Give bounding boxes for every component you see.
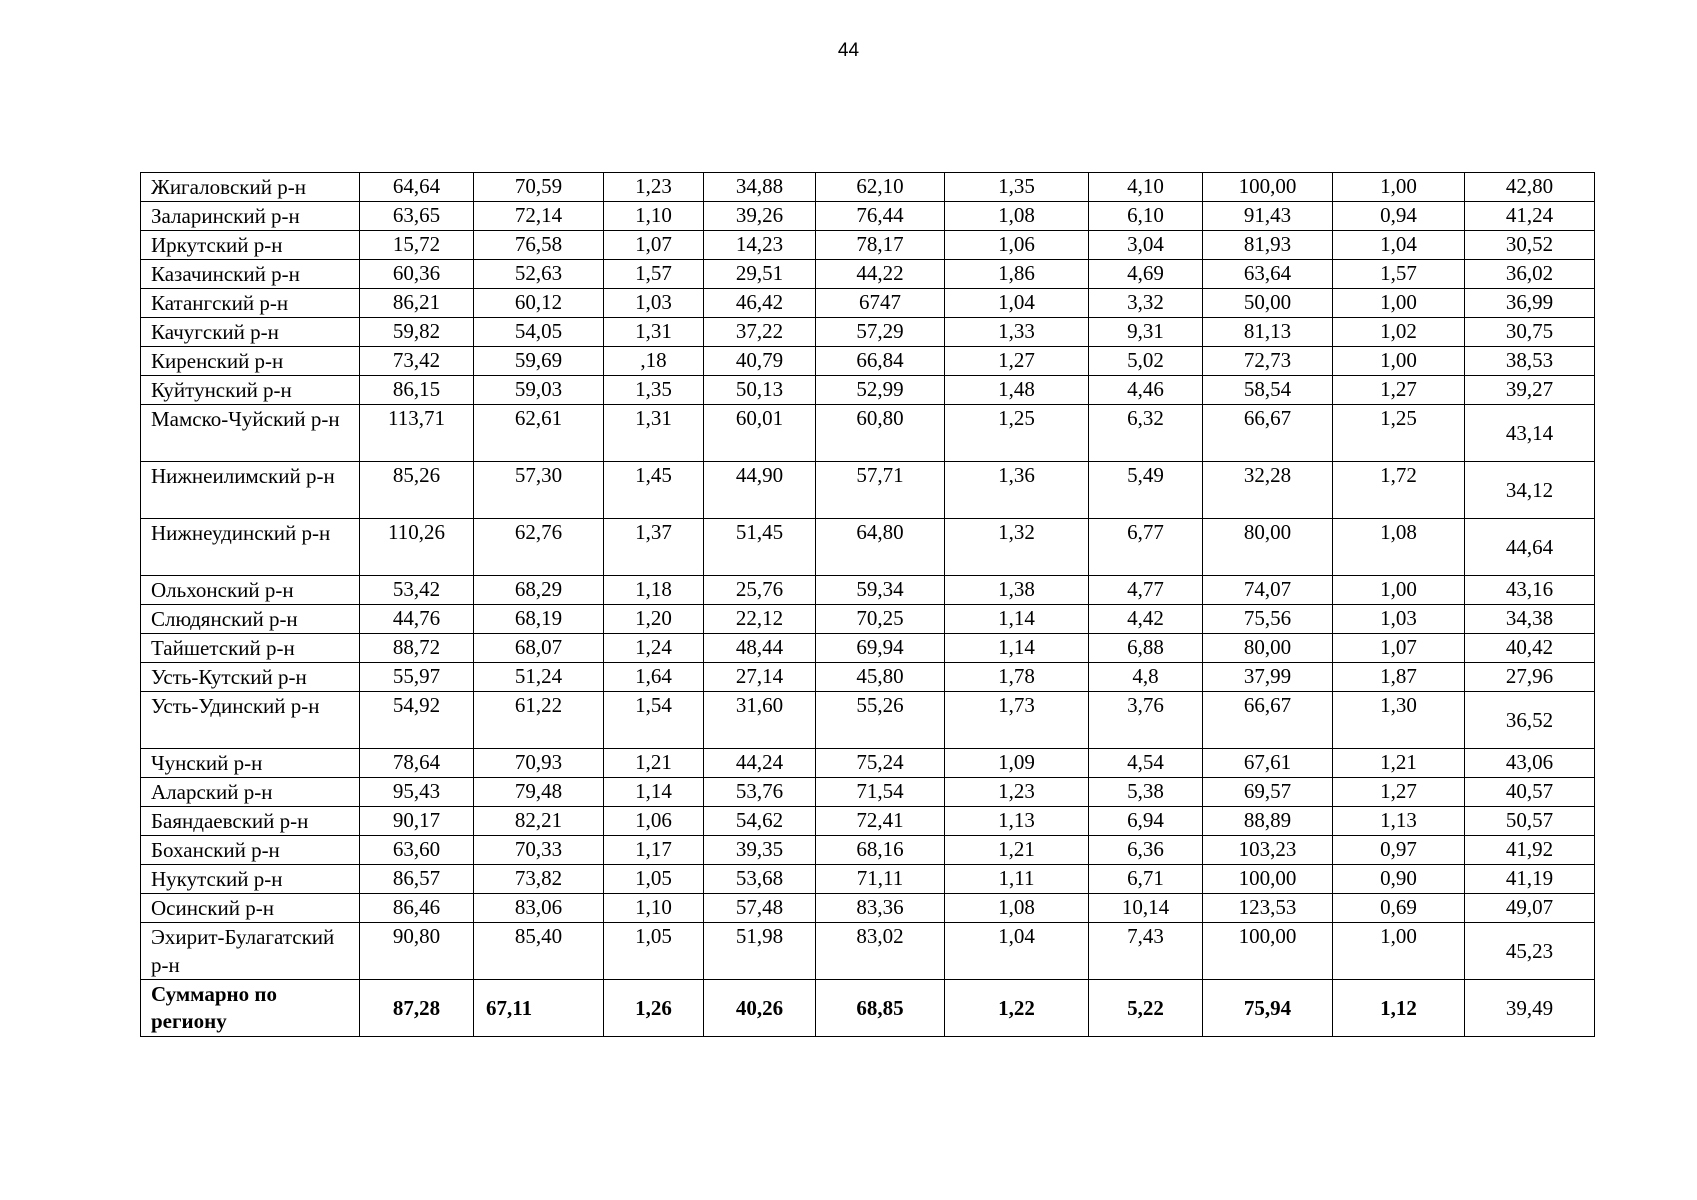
value-cell: 67,61 — [1203, 749, 1333, 778]
value-cell: 39,26 — [704, 202, 816, 231]
table-row — [141, 634, 1595, 663]
value-cell: 64,64 — [360, 173, 474, 202]
value-cell: 71,11 — [816, 865, 945, 894]
value-cell: 37,22 — [704, 318, 816, 347]
district-name-cell: Мамско-Чуйский р-н — [141, 405, 360, 462]
value-cell: 68,29 — [474, 576, 604, 605]
table-row — [141, 865, 1595, 894]
value-cell: 4,46 — [1089, 376, 1203, 405]
table-row — [141, 692, 1595, 749]
value-cell: 1,05 — [604, 865, 704, 894]
value-cell: 54,05 — [474, 318, 604, 347]
value-cell: 57,29 — [816, 318, 945, 347]
district-name-cell: Усть-Удинский р-н — [141, 692, 360, 749]
value-cell: 63,60 — [360, 836, 474, 865]
value-cell: 3,76 — [1089, 692, 1203, 749]
value-cell: 88,89 — [1203, 807, 1333, 836]
value-cell: 52,63 — [474, 260, 604, 289]
value-cell: 85,40 — [474, 923, 604, 980]
value-cell: 1,23 — [604, 173, 704, 202]
value-cell: 64,80 — [816, 519, 945, 576]
value-cell: 90,80 — [360, 923, 474, 980]
value-cell: 1,13 — [1333, 807, 1465, 836]
value-cell: 0,94 — [1333, 202, 1465, 231]
value-cell: 27,96 — [1465, 663, 1595, 692]
value-cell: 86,46 — [360, 894, 474, 923]
value-cell: 68,16 — [816, 836, 945, 865]
district-name-cell: Слюдянский р-н — [141, 605, 360, 634]
value-cell: 46,42 — [704, 289, 816, 318]
value-cell: 1,08 — [945, 202, 1089, 231]
value-cell: 4,77 — [1089, 576, 1203, 605]
value-cell: 60,12 — [474, 289, 604, 318]
value-cell: 52,99 — [816, 376, 945, 405]
value-cell: 81,13 — [1203, 318, 1333, 347]
value-cell: 5,38 — [1089, 778, 1203, 807]
value-cell: 59,82 — [360, 318, 474, 347]
district-name-cell: Осинский р-н — [141, 894, 360, 923]
value-cell: 1,37 — [604, 519, 704, 576]
value-cell: 1,36 — [945, 462, 1089, 519]
value-cell: 62,61 — [474, 405, 604, 462]
value-cell: 75,24 — [816, 749, 945, 778]
value-cell: 1,13 — [945, 807, 1089, 836]
value-cell: 38,53 — [1465, 347, 1595, 376]
value-cell: 57,30 — [474, 462, 604, 519]
value-cell: 43,06 — [1465, 749, 1595, 778]
value-cell: 39,35 — [704, 836, 816, 865]
value-cell: 1,04 — [1333, 231, 1465, 260]
district-name-cell: Киренский р-н — [141, 347, 360, 376]
table-row — [141, 605, 1595, 634]
value-cell: 30,52 — [1465, 231, 1595, 260]
value-cell: 1,23 — [945, 778, 1089, 807]
value-cell: 70,33 — [474, 836, 604, 865]
total-value-cell: 68,85 — [816, 980, 945, 1037]
value-cell: 1,78 — [945, 663, 1089, 692]
value-cell: 1,14 — [945, 634, 1089, 663]
value-cell: 1,57 — [1333, 260, 1465, 289]
table-row — [141, 405, 1595, 462]
total-value-cell: 1,26 — [604, 980, 704, 1037]
value-cell: 90,17 — [360, 807, 474, 836]
value-cell: 59,03 — [474, 376, 604, 405]
total-value-cell: 87,28 — [360, 980, 474, 1037]
value-cell: 1,38 — [945, 576, 1089, 605]
table-row — [141, 663, 1595, 692]
table-row — [141, 347, 1595, 376]
value-cell: 79,48 — [474, 778, 604, 807]
value-cell: 1,00 — [1333, 289, 1465, 318]
value-cell: 68,07 — [474, 634, 604, 663]
table-row — [141, 231, 1595, 260]
district-name-cell: Качугский р-н — [141, 318, 360, 347]
value-cell: 58,54 — [1203, 376, 1333, 405]
value-cell: 80,00 — [1203, 519, 1333, 576]
value-cell: 6,88 — [1089, 634, 1203, 663]
value-cell: 1,09 — [945, 749, 1089, 778]
value-cell: 1,25 — [945, 405, 1089, 462]
value-cell: 36,99 — [1465, 289, 1595, 318]
value-cell: 43,14 — [1465, 405, 1595, 462]
value-cell: 34,38 — [1465, 605, 1595, 634]
district-name-cell: Нижнеилимский р-н — [141, 462, 360, 519]
value-cell: 1,27 — [1333, 778, 1465, 807]
district-name-cell: Казачинский р-н — [141, 260, 360, 289]
value-cell: 85,26 — [360, 462, 474, 519]
district-name-cell: Куйтунский р-н — [141, 376, 360, 405]
value-cell: 14,23 — [704, 231, 816, 260]
value-cell: 40,42 — [1465, 634, 1595, 663]
value-cell: 40,79 — [704, 347, 816, 376]
value-cell: 1,08 — [945, 894, 1089, 923]
district-name-cell: Заларинский р-н — [141, 202, 360, 231]
district-name-cell: Катангский р-н — [141, 289, 360, 318]
value-cell: 86,57 — [360, 865, 474, 894]
district-name-cell: Боханский р-н — [141, 836, 360, 865]
value-cell: 76,58 — [474, 231, 604, 260]
value-cell: 103,23 — [1203, 836, 1333, 865]
value-cell: 59,69 — [474, 347, 604, 376]
value-cell: 100,00 — [1203, 173, 1333, 202]
value-cell: 1,07 — [604, 231, 704, 260]
value-cell: 41,19 — [1465, 865, 1595, 894]
value-cell: 6,32 — [1089, 405, 1203, 462]
value-cell: 60,36 — [360, 260, 474, 289]
value-cell: 1,04 — [945, 923, 1089, 980]
value-cell: 1,14 — [945, 605, 1089, 634]
value-cell: 32,28 — [1203, 462, 1333, 519]
value-cell: 1,10 — [604, 202, 704, 231]
value-cell: 53,76 — [704, 778, 816, 807]
total-row — [141, 980, 1595, 1037]
value-cell: 1,14 — [604, 778, 704, 807]
value-cell: 66,84 — [816, 347, 945, 376]
value-cell: 1,30 — [1333, 692, 1465, 749]
value-cell: 1,06 — [945, 231, 1089, 260]
total-label-cell: Суммарно по региону — [141, 980, 360, 1037]
value-cell: 29,51 — [704, 260, 816, 289]
table-row — [141, 778, 1595, 807]
value-cell: 55,97 — [360, 663, 474, 692]
value-cell: 34,88 — [704, 173, 816, 202]
table-row — [141, 462, 1595, 519]
district-name-cell: Иркутский р-н — [141, 231, 360, 260]
value-cell: 36,52 — [1465, 692, 1595, 749]
district-name-cell: Ольхонский р-н — [141, 576, 360, 605]
value-cell: 6,10 — [1089, 202, 1203, 231]
value-cell: 1,86 — [945, 260, 1089, 289]
district-name-cell: Усть-Кутский р-н — [141, 663, 360, 692]
table-row — [141, 749, 1595, 778]
value-cell: 70,25 — [816, 605, 945, 634]
value-cell: 1,21 — [1333, 749, 1465, 778]
value-cell: 78,64 — [360, 749, 474, 778]
value-cell: 70,59 — [474, 173, 604, 202]
value-cell: 73,42 — [360, 347, 474, 376]
value-cell: 1,00 — [1333, 347, 1465, 376]
value-cell: 82,21 — [474, 807, 604, 836]
value-cell: 70,93 — [474, 749, 604, 778]
value-cell: 51,98 — [704, 923, 816, 980]
value-cell: 25,76 — [704, 576, 816, 605]
value-cell: 4,10 — [1089, 173, 1203, 202]
value-cell: 43,16 — [1465, 576, 1595, 605]
value-cell: 110,26 — [360, 519, 474, 576]
value-cell: 1,11 — [945, 865, 1089, 894]
value-cell: 42,80 — [1465, 173, 1595, 202]
value-cell: 1,03 — [1333, 605, 1465, 634]
total-value-cell: 1,22 — [945, 980, 1089, 1037]
value-cell: 72,14 — [474, 202, 604, 231]
value-cell: 66,67 — [1203, 405, 1333, 462]
district-name-cell: Жигаловский р-н — [141, 173, 360, 202]
value-cell: 54,92 — [360, 692, 474, 749]
value-cell: 51,45 — [704, 519, 816, 576]
value-cell: 91,43 — [1203, 202, 1333, 231]
value-cell: 1,31 — [604, 318, 704, 347]
value-cell: 34,12 — [1465, 462, 1595, 519]
total-value-cell: 75,94 — [1203, 980, 1333, 1037]
value-cell: 1,27 — [945, 347, 1089, 376]
value-cell: 44,76 — [360, 605, 474, 634]
value-cell: 66,67 — [1203, 692, 1333, 749]
value-cell: 0,69 — [1333, 894, 1465, 923]
value-cell: 5,02 — [1089, 347, 1203, 376]
table-row — [141, 260, 1595, 289]
value-cell: 1,87 — [1333, 663, 1465, 692]
value-cell: 1,31 — [604, 405, 704, 462]
value-cell: 0,90 — [1333, 865, 1465, 894]
total-value-cell: 1,12 — [1333, 980, 1465, 1037]
value-cell: 68,19 — [474, 605, 604, 634]
value-cell: 100,00 — [1203, 865, 1333, 894]
value-cell: 88,72 — [360, 634, 474, 663]
value-cell: 1,25 — [1333, 405, 1465, 462]
value-cell: 37,99 — [1203, 663, 1333, 692]
value-cell: 72,73 — [1203, 347, 1333, 376]
value-cell: 1,48 — [945, 376, 1089, 405]
value-cell: 1,10 — [604, 894, 704, 923]
value-cell: 1,27 — [1333, 376, 1465, 405]
value-cell: 50,57 — [1465, 807, 1595, 836]
value-cell: 72,41 — [816, 807, 945, 836]
value-cell: 44,22 — [816, 260, 945, 289]
value-cell: 6,71 — [1089, 865, 1203, 894]
district-name-cell: Нукутский р-н — [141, 865, 360, 894]
district-name-cell: Эхирит-Булагатский р-н — [141, 923, 360, 980]
value-cell: 36,02 — [1465, 260, 1595, 289]
value-cell: 57,71 — [816, 462, 945, 519]
value-cell: 60,01 — [704, 405, 816, 462]
value-cell: 6747 — [816, 289, 945, 318]
table-row — [141, 836, 1595, 865]
value-cell: 45,80 — [816, 663, 945, 692]
value-cell: 62,76 — [474, 519, 604, 576]
value-cell: 4,42 — [1089, 605, 1203, 634]
table-body — [141, 173, 1595, 1037]
table-row — [141, 289, 1595, 318]
value-cell: 54,62 — [704, 807, 816, 836]
value-cell: 4,69 — [1089, 260, 1203, 289]
value-cell: 83,36 — [816, 894, 945, 923]
value-cell: 3,32 — [1089, 289, 1203, 318]
value-cell: 81,93 — [1203, 231, 1333, 260]
value-cell: 1,00 — [1333, 173, 1465, 202]
value-cell: 22,12 — [704, 605, 816, 634]
value-cell: ,18 — [604, 347, 704, 376]
value-cell: 60,80 — [816, 405, 945, 462]
table-row — [141, 202, 1595, 231]
table-row — [141, 318, 1595, 347]
value-cell: 31,60 — [704, 692, 816, 749]
value-cell: 49,07 — [1465, 894, 1595, 923]
value-cell: 44,64 — [1465, 519, 1595, 576]
value-cell: 41,92 — [1465, 836, 1595, 865]
district-name-cell: Нижнеудинский р-н — [141, 519, 360, 576]
value-cell: 6,77 — [1089, 519, 1203, 576]
value-cell: 86,21 — [360, 289, 474, 318]
table-row — [141, 376, 1595, 405]
value-cell: 80,00 — [1203, 634, 1333, 663]
value-cell: 113,71 — [360, 405, 474, 462]
value-cell: 1,72 — [1333, 462, 1465, 519]
value-cell: 57,48 — [704, 894, 816, 923]
value-cell: 40,57 — [1465, 778, 1595, 807]
value-cell: 4,54 — [1089, 749, 1203, 778]
value-cell: 1,33 — [945, 318, 1089, 347]
value-cell: 1,21 — [945, 836, 1089, 865]
district-name-cell: Баяндаевский р-н — [141, 807, 360, 836]
district-name-cell: Чунский р-н — [141, 749, 360, 778]
value-cell: 6,36 — [1089, 836, 1203, 865]
value-cell: 1,64 — [604, 663, 704, 692]
page-number: 44 — [837, 40, 860, 61]
value-cell: 62,10 — [816, 173, 945, 202]
value-cell: 5,49 — [1089, 462, 1203, 519]
value-cell: 69,94 — [816, 634, 945, 663]
value-cell: 1,02 — [1333, 318, 1465, 347]
value-cell: 4,8 — [1089, 663, 1203, 692]
value-cell: 1,00 — [1333, 576, 1465, 605]
value-cell: 45,23 — [1465, 923, 1595, 980]
value-cell: 41,24 — [1465, 202, 1595, 231]
value-cell: 63,65 — [360, 202, 474, 231]
value-cell: 51,24 — [474, 663, 604, 692]
table-row — [141, 894, 1595, 923]
value-cell: 1,57 — [604, 260, 704, 289]
value-cell: 1,04 — [945, 289, 1089, 318]
value-cell: 50,13 — [704, 376, 816, 405]
value-cell: 53,68 — [704, 865, 816, 894]
table-row — [141, 576, 1595, 605]
value-cell: 1,05 — [604, 923, 704, 980]
table-row — [141, 807, 1595, 836]
value-cell: 1,00 — [1333, 923, 1465, 980]
value-cell: 1,54 — [604, 692, 704, 749]
total-value-cell: 40,26 — [704, 980, 816, 1037]
value-cell: 78,17 — [816, 231, 945, 260]
value-cell: 74,07 — [1203, 576, 1333, 605]
value-cell: 3,04 — [1089, 231, 1203, 260]
value-cell: 9,31 — [1089, 318, 1203, 347]
value-cell: 1,73 — [945, 692, 1089, 749]
value-cell: 27,14 — [704, 663, 816, 692]
value-cell: 1,08 — [1333, 519, 1465, 576]
value-cell: 6,94 — [1089, 807, 1203, 836]
value-cell: 86,15 — [360, 376, 474, 405]
value-cell: 7,43 — [1089, 923, 1203, 980]
district-name-cell: Аларский р-н — [141, 778, 360, 807]
value-cell: 1,35 — [604, 376, 704, 405]
value-cell: 1,18 — [604, 576, 704, 605]
value-cell: 123,53 — [1203, 894, 1333, 923]
table-row — [141, 519, 1595, 576]
value-cell: 61,22 — [474, 692, 604, 749]
value-cell: 71,54 — [816, 778, 945, 807]
value-cell: 83,02 — [816, 923, 945, 980]
value-cell: 63,64 — [1203, 260, 1333, 289]
value-cell: 55,26 — [816, 692, 945, 749]
value-cell: 69,57 — [1203, 778, 1333, 807]
value-cell: 73,82 — [474, 865, 604, 894]
value-cell: 1,21 — [604, 749, 704, 778]
table-row — [141, 923, 1595, 980]
table-row — [141, 173, 1595, 202]
value-cell: 0,97 — [1333, 836, 1465, 865]
value-cell: 30,75 — [1465, 318, 1595, 347]
value-cell: 48,44 — [704, 634, 816, 663]
value-cell: 76,44 — [816, 202, 945, 231]
value-cell: 15,72 — [360, 231, 474, 260]
value-cell: 1,07 — [1333, 634, 1465, 663]
value-cell: 1,24 — [604, 634, 704, 663]
value-cell: 53,42 — [360, 576, 474, 605]
value-cell: 1,32 — [945, 519, 1089, 576]
total-value-cell: 67,11 — [474, 980, 604, 1037]
value-cell: 1,35 — [945, 173, 1089, 202]
total-value-cell: 5,22 — [1089, 980, 1203, 1037]
value-cell: 83,06 — [474, 894, 604, 923]
value-cell: 1,17 — [604, 836, 704, 865]
value-cell: 10,14 — [1089, 894, 1203, 923]
value-cell: 50,00 — [1203, 289, 1333, 318]
value-cell: 1,20 — [604, 605, 704, 634]
value-cell: 95,43 — [360, 778, 474, 807]
value-cell: 1,06 — [604, 807, 704, 836]
value-cell: 1,03 — [604, 289, 704, 318]
value-cell: 44,24 — [704, 749, 816, 778]
total-value-cell: 39,49 — [1465, 980, 1595, 1037]
district-name-cell: Тайшетский р-н — [141, 634, 360, 663]
value-cell: 59,34 — [816, 576, 945, 605]
district-indicators-table — [140, 172, 1595, 1037]
value-cell: 75,56 — [1203, 605, 1333, 634]
value-cell: 1,45 — [604, 462, 704, 519]
value-cell: 100,00 — [1203, 923, 1333, 980]
value-cell: 39,27 — [1465, 376, 1595, 405]
value-cell: 44,90 — [704, 462, 816, 519]
